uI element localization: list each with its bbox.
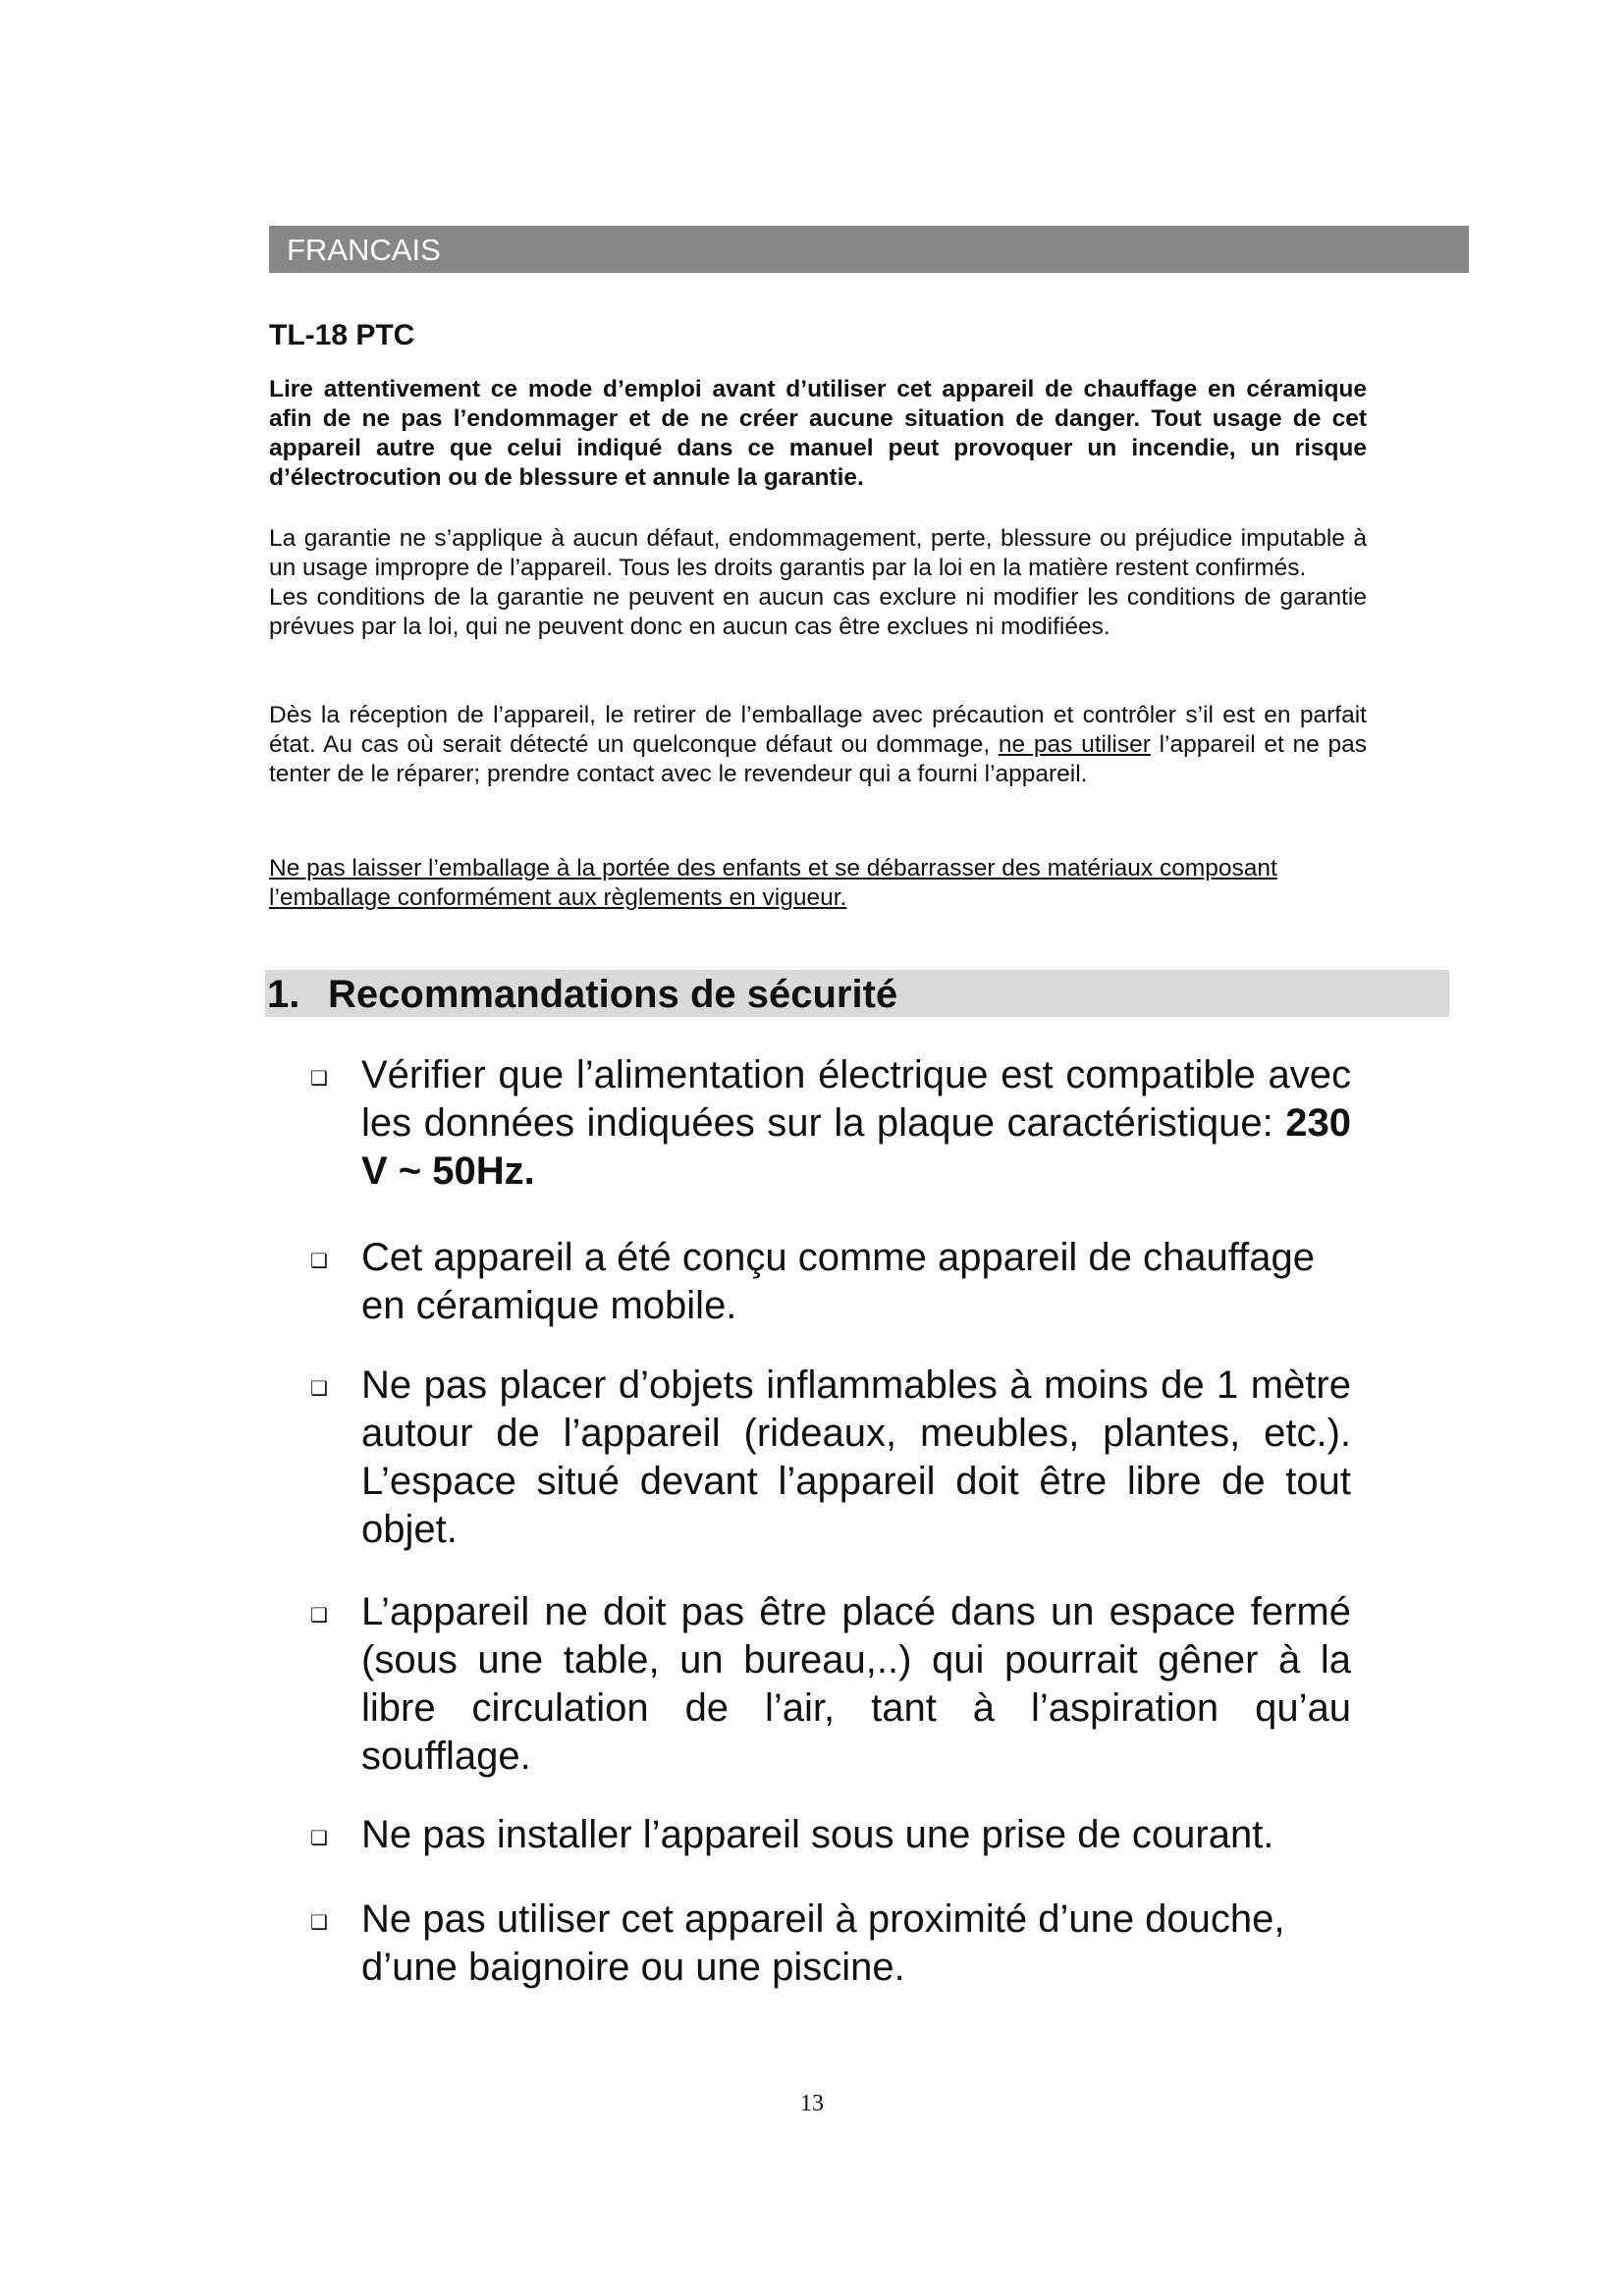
- recommendation-text-main: Vérifier que l’alimentation électrique est compatible avec les données indiquées sur la plaque caractéristique:: [361, 1053, 1351, 1145]
- language-header: FRANCAIS: [269, 226, 1469, 273]
- recommendation-item: [310, 1811, 1351, 1859]
- checkbox-bullet-icon: ❑: [310, 1251, 328, 1272]
- recommendation-text: Cet appareil a été conçu comme appareil de chauffage en céramique mobile.: [361, 1236, 1315, 1327]
- packaging-notice-text: Ne pas laisser l’emballage à la portée des enfants et se débarrasser des matériaux composant l’emballage conformément aux règlements en vigueur.: [269, 855, 1277, 911]
- reception-underlined-text: ne pas utiliser: [998, 731, 1151, 758]
- checkbox-bullet-icon: ❑: [310, 1068, 328, 1090]
- checkbox-bullet-icon: ❑: [310, 1378, 328, 1400]
- section-header: [265, 970, 1449, 1017]
- recommendation-item: [310, 1234, 1351, 1330]
- model-title: TL-18 PTC: [269, 319, 415, 351]
- reception-text: [269, 701, 1367, 789]
- recommendation-item: [310, 1896, 1351, 1992]
- section-title: Recommandations de sécurité: [328, 973, 898, 1016]
- section-number: 1.: [267, 973, 300, 1016]
- reception-text-end: l’appareil et ne pas tenter de le réparer; prendre contact avec le revendeur qui a fourni l’appareil.: [269, 731, 1367, 787]
- reception-text-start: Dès la réception de l’appareil, le retirer de l’emballage avec précaution et contrôler s’il est en parfait état. Au cas où serait détecté un quelconque défaut ou dommage,: [269, 702, 1367, 758]
- recommendation-text: Ne pas installer l’appareil sous une prise de courant.: [361, 1813, 1274, 1856]
- recommendation-text: [310, 1051, 1351, 1196]
- checkbox-bullet-icon: ❑: [310, 1912, 328, 1934]
- recommendation-item: [310, 1588, 1351, 1781]
- checkbox-bullet-icon: ❑: [310, 1828, 328, 1849]
- safety-warning-text: Lire attentivement ce mode d’emploi avant d’utiliser cet appareil de chauffage en céramique afin de ne pas l’endommager et de ne créer aucune situation de danger. Tout usage de cet appareil autre que celui indiqué dans ce manuel peut provoquer un incendie, un risque d’électrocution ou de blessure et annule la garantie.: [269, 376, 1367, 491]
- recommendation-text: Ne pas utiliser cet appareil à proximité d’une douche, d’une baignoire ou une piscine.: [361, 1897, 1285, 1989]
- safety-warning-paragraph: [269, 375, 1367, 493]
- voltage-spec: 230 V ~ 50Hz.: [361, 1101, 1351, 1193]
- warranty-text-2: Les conditions de la garantie ne peuvent en aucun cas exclure ni modifier les conditions de garantie prévues par la loi, qui ne peuvent donc en aucun cas être exclues ni modifiées.: [269, 584, 1367, 640]
- recommendation-text: Ne pas placer d’objets inflammables à moins de 1 mètre autour de l’appareil (rideaux, meubles, plantes, etc.). L’espace situé devant l’appareil doit être libre de tout objet.: [361, 1363, 1351, 1551]
- recommendation-item: [310, 1362, 1351, 1554]
- reception-paragraph: [269, 701, 1367, 789]
- page-number: 13: [800, 2091, 824, 2116]
- checkbox-bullet-icon: ❑: [310, 1605, 328, 1627]
- recommendation-text: L’appareil ne doit pas être placé dans un espace fermé (sous une table, un bureau,..) qui pourrait gêner à la libre circulation de l’air, tant à l’aspiration qu’au soufflage.: [361, 1590, 1351, 1778]
- packaging-notice: [269, 854, 1379, 913]
- warranty-paragraph: [269, 524, 1367, 642]
- warranty-text-1: La garantie ne s’applique à aucun défaut, endommagement, perte, blessure ou préjudice imputable à un usage impropre de l’appareil. Tous les droits garantis par la loi en la matière restent confirmés.: [269, 525, 1367, 581]
- recommendation-item: [310, 1051, 1351, 1196]
